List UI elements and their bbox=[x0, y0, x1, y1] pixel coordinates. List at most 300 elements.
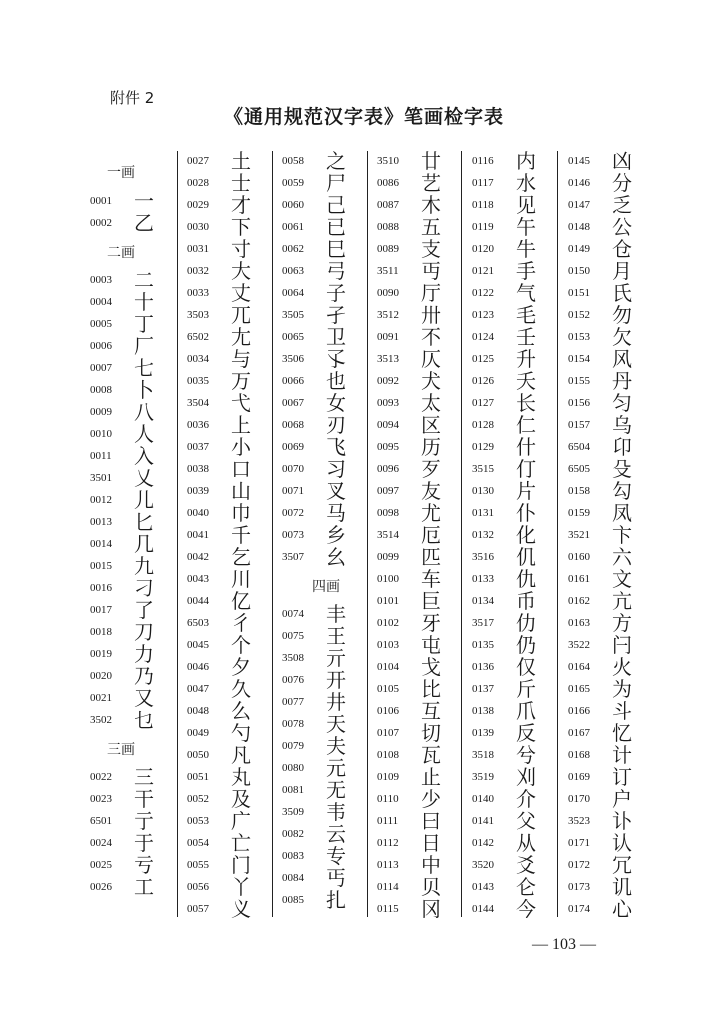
character-code: 0047 bbox=[187, 683, 209, 695]
hanzi-character: 弋 bbox=[231, 391, 251, 415]
character-code: 0154 bbox=[568, 353, 590, 365]
hanzi-character: 冗 bbox=[612, 853, 632, 877]
index-entry bbox=[377, 744, 477, 766]
hanzi-character: 丫 bbox=[231, 875, 251, 899]
index-entry bbox=[568, 326, 668, 348]
index-entry bbox=[377, 348, 477, 370]
hanzi-character: 孑 bbox=[326, 303, 346, 327]
index-entry bbox=[377, 656, 477, 678]
index-entry bbox=[568, 370, 668, 392]
hanzi-character: 也 bbox=[326, 369, 346, 393]
character-code: 0119 bbox=[472, 221, 494, 233]
hanzi-character: 丸 bbox=[231, 765, 251, 789]
character-code: 0095 bbox=[377, 441, 399, 453]
hanzi-character: 互 bbox=[421, 699, 441, 723]
hanzi-character: 刈 bbox=[516, 765, 536, 789]
character-code: 0153 bbox=[568, 331, 590, 343]
index-entry bbox=[90, 467, 190, 489]
hanzi-character: 韦 bbox=[326, 800, 346, 824]
character-code: 0024 bbox=[90, 837, 112, 849]
character-code: 0170 bbox=[568, 793, 590, 805]
hanzi-character: 亢 bbox=[612, 589, 632, 613]
character-code: 3501 bbox=[90, 472, 112, 484]
index-entry bbox=[90, 335, 190, 357]
character-code: 3511 bbox=[377, 265, 399, 277]
character-code: 0038 bbox=[187, 463, 209, 475]
character-code: 0070 bbox=[282, 463, 304, 475]
character-code: 0130 bbox=[472, 485, 494, 497]
character-code: 0163 bbox=[568, 617, 590, 629]
hanzi-character: 匹 bbox=[421, 545, 441, 569]
character-code: 0017 bbox=[90, 604, 112, 616]
hanzi-character: 大 bbox=[231, 259, 251, 283]
character-code: 0113 bbox=[377, 859, 399, 871]
character-code: 0103 bbox=[377, 639, 399, 651]
hanzi-character: 少 bbox=[421, 787, 441, 811]
index-entry bbox=[90, 401, 190, 423]
hanzi-character: 仉 bbox=[516, 545, 536, 569]
index-entry bbox=[568, 788, 668, 810]
hanzi-character: 介 bbox=[516, 787, 536, 811]
character-code: 0125 bbox=[472, 353, 494, 365]
character-code: 0074 bbox=[282, 608, 304, 620]
index-entry bbox=[90, 643, 190, 665]
index-entry bbox=[377, 502, 477, 524]
character-code: 0140 bbox=[472, 793, 494, 805]
index-entry bbox=[568, 744, 668, 766]
character-code: 0172 bbox=[568, 859, 590, 871]
character-code: 0101 bbox=[377, 595, 399, 607]
index-entry bbox=[568, 238, 668, 260]
character-code: 0037 bbox=[187, 441, 209, 453]
hanzi-character: 殳 bbox=[612, 457, 632, 481]
index-entry bbox=[90, 599, 190, 621]
character-code: 0156 bbox=[568, 397, 590, 409]
hanzi-character: 仆 bbox=[516, 501, 536, 525]
character-code: 0144 bbox=[472, 903, 494, 915]
character-code: 0146 bbox=[568, 177, 590, 189]
character-code: 0168 bbox=[568, 749, 590, 761]
hanzi-character: 仅 bbox=[516, 655, 536, 679]
attachment-label: 附件 2 bbox=[110, 89, 155, 107]
column-divider bbox=[177, 151, 178, 917]
character-code: 0134 bbox=[472, 595, 494, 607]
hanzi-character: 曰 bbox=[421, 809, 441, 833]
index-entry bbox=[568, 634, 668, 656]
hanzi-character: 夭 bbox=[516, 369, 536, 393]
hanzi-character: 个 bbox=[231, 633, 251, 657]
hanzi-character: 尢 bbox=[231, 325, 251, 349]
hanzi-character: 刁 bbox=[134, 576, 154, 600]
index-entry bbox=[377, 260, 477, 282]
hanzi-character: 戈 bbox=[421, 655, 441, 679]
character-code: 0031 bbox=[187, 243, 209, 255]
character-code: 0021 bbox=[90, 692, 112, 704]
index-entry bbox=[90, 766, 190, 788]
index-entry bbox=[568, 612, 668, 634]
hanzi-character: 毛 bbox=[516, 303, 536, 327]
hanzi-character: 天 bbox=[326, 712, 346, 736]
character-code: 6505 bbox=[568, 463, 590, 475]
index-entry bbox=[568, 568, 668, 590]
hanzi-character: 分 bbox=[612, 171, 632, 195]
hanzi-character: 犬 bbox=[421, 369, 441, 393]
character-code: 0165 bbox=[568, 683, 590, 695]
hanzi-character: 二 bbox=[134, 268, 154, 292]
hanzi-character: 月 bbox=[612, 259, 632, 283]
character-code: 0032 bbox=[187, 265, 209, 277]
hanzi-character: 厅 bbox=[421, 281, 441, 305]
hanzi-character: 丁 bbox=[134, 312, 154, 336]
character-code: 0118 bbox=[472, 199, 494, 211]
index-entry bbox=[568, 304, 668, 326]
hanzi-character: 与 bbox=[231, 347, 251, 371]
hanzi-character: 又 bbox=[134, 686, 154, 710]
index-entry bbox=[377, 414, 477, 436]
hanzi-character: 切 bbox=[421, 721, 441, 745]
index-entry bbox=[568, 502, 668, 524]
index-entry bbox=[90, 423, 190, 445]
hanzi-character: 斗 bbox=[612, 699, 632, 723]
character-code: 0079 bbox=[282, 740, 304, 752]
index-entry bbox=[377, 480, 477, 502]
index-entry bbox=[377, 436, 477, 458]
index-entry bbox=[90, 555, 190, 577]
character-code: 0076 bbox=[282, 674, 304, 686]
index-entry bbox=[90, 810, 190, 832]
index-entry bbox=[377, 150, 477, 172]
hanzi-character: 勿 bbox=[612, 303, 632, 327]
hanzi-character: 讥 bbox=[612, 875, 632, 899]
character-code: 0053 bbox=[187, 815, 209, 827]
index-entry bbox=[377, 546, 477, 568]
character-code: 3503 bbox=[187, 309, 209, 321]
index-entry bbox=[90, 788, 190, 810]
hanzi-character: 气 bbox=[516, 281, 536, 305]
hanzi-character: 壬 bbox=[516, 325, 536, 349]
character-code: 0030 bbox=[187, 221, 209, 233]
character-code: 0040 bbox=[187, 507, 209, 519]
index-entry bbox=[377, 568, 477, 590]
index-entry bbox=[377, 700, 477, 722]
page-number: — 103 — bbox=[532, 936, 596, 953]
character-code: 0060 bbox=[282, 199, 304, 211]
hanzi-character: 士 bbox=[231, 171, 251, 195]
character-code: 0115 bbox=[377, 903, 399, 915]
character-code: 3514 bbox=[377, 529, 399, 541]
hanzi-character: 井 bbox=[326, 690, 346, 714]
index-entry bbox=[568, 524, 668, 546]
character-code: 0025 bbox=[90, 859, 112, 871]
hanzi-character: 及 bbox=[231, 787, 251, 811]
index-entry bbox=[377, 766, 477, 788]
index-entry bbox=[568, 656, 668, 678]
character-code: 0075 bbox=[282, 630, 304, 642]
character-code: 0057 bbox=[187, 903, 209, 915]
hanzi-character: 户 bbox=[612, 787, 632, 811]
hanzi-character: 今 bbox=[516, 897, 536, 921]
character-code: 0064 bbox=[282, 287, 304, 299]
index-entry bbox=[377, 524, 477, 546]
character-code: 3506 bbox=[282, 353, 304, 365]
character-code: 0141 bbox=[472, 815, 494, 827]
hanzi-character: 儿 bbox=[134, 488, 154, 512]
character-code: 0023 bbox=[90, 793, 112, 805]
character-code: 0028 bbox=[187, 177, 209, 189]
index-entry bbox=[568, 172, 668, 194]
hanzi-character: 木 bbox=[421, 193, 441, 217]
hanzi-character: 夫 bbox=[326, 734, 346, 758]
character-code: 0008 bbox=[90, 384, 112, 396]
index-entry bbox=[568, 414, 668, 436]
column-divider bbox=[272, 151, 273, 917]
hanzi-character: 门 bbox=[231, 853, 251, 877]
hanzi-character: 上 bbox=[231, 413, 251, 437]
character-code: 0054 bbox=[187, 837, 209, 849]
character-code: 0167 bbox=[568, 727, 590, 739]
character-code: 0087 bbox=[377, 199, 399, 211]
hanzi-character: 亓 bbox=[326, 646, 346, 670]
character-code: 0120 bbox=[472, 243, 494, 255]
hanzi-character: 冈 bbox=[421, 897, 441, 921]
index-entry bbox=[568, 722, 668, 744]
hanzi-character: 支 bbox=[421, 237, 441, 261]
hanzi-character: 力 bbox=[134, 642, 154, 666]
character-code: 0094 bbox=[377, 419, 399, 431]
hanzi-character: 匕 bbox=[134, 510, 154, 534]
index-entry bbox=[377, 392, 477, 414]
character-code: 0157 bbox=[568, 419, 590, 431]
hanzi-character: 乞 bbox=[231, 545, 251, 569]
index-entry bbox=[377, 722, 477, 744]
character-code: 0009 bbox=[90, 406, 112, 418]
character-code: 0078 bbox=[282, 718, 304, 730]
hanzi-character: 欠 bbox=[612, 325, 632, 349]
hanzi-character: 乏 bbox=[612, 193, 632, 217]
hanzi-character: 为 bbox=[612, 677, 632, 701]
hanzi-character: 久 bbox=[231, 677, 251, 701]
character-code: 0121 bbox=[472, 265, 494, 277]
index-entry bbox=[377, 590, 477, 612]
character-code: 0093 bbox=[377, 397, 399, 409]
hanzi-character: 王 bbox=[326, 624, 346, 648]
character-code: 0109 bbox=[377, 771, 399, 783]
character-code: 0138 bbox=[472, 705, 494, 717]
character-code: 0043 bbox=[187, 573, 209, 585]
hanzi-character: 弓 bbox=[326, 259, 346, 283]
index-entry bbox=[377, 304, 477, 326]
hanzi-character: 么 bbox=[231, 699, 251, 723]
hanzi-character: 化 bbox=[516, 523, 536, 547]
character-code: 0013 bbox=[90, 516, 112, 528]
character-code: 0034 bbox=[187, 353, 209, 365]
character-code: 0061 bbox=[282, 221, 304, 233]
hanzi-character: 友 bbox=[421, 479, 441, 503]
hanzi-character: 马 bbox=[326, 501, 346, 525]
character-code: 0164 bbox=[568, 661, 590, 673]
index-entry bbox=[90, 577, 190, 599]
hanzi-character: 七 bbox=[134, 356, 154, 380]
hanzi-character: 歹 bbox=[421, 457, 441, 481]
hanzi-character: 仍 bbox=[516, 633, 536, 657]
hanzi-character: 计 bbox=[612, 743, 632, 767]
hanzi-character: 区 bbox=[421, 413, 441, 437]
index-entry bbox=[377, 612, 477, 634]
hanzi-character: 己 bbox=[326, 193, 346, 217]
character-code: 0048 bbox=[187, 705, 209, 717]
hanzi-character: 小 bbox=[231, 435, 251, 459]
index-entry bbox=[90, 357, 190, 379]
character-code: 0004 bbox=[90, 296, 112, 308]
index-entry bbox=[377, 172, 477, 194]
hanzi-character: 寸 bbox=[231, 237, 251, 261]
index-entry bbox=[568, 194, 668, 216]
index-entry bbox=[568, 458, 668, 480]
hanzi-character: 忆 bbox=[612, 721, 632, 745]
character-code: 0019 bbox=[90, 648, 112, 660]
hanzi-character: 之 bbox=[326, 149, 346, 173]
hanzi-character: 闩 bbox=[612, 633, 632, 657]
hanzi-character: 币 bbox=[516, 589, 536, 613]
character-code: 0105 bbox=[377, 683, 399, 695]
hanzi-character: 风 bbox=[612, 347, 632, 371]
hanzi-character: 屯 bbox=[421, 633, 441, 657]
index-entry bbox=[377, 876, 477, 898]
character-code: 0151 bbox=[568, 287, 590, 299]
hanzi-character: 厄 bbox=[421, 523, 441, 547]
character-code: 0096 bbox=[377, 463, 399, 475]
character-code: 0067 bbox=[282, 397, 304, 409]
character-code: 0097 bbox=[377, 485, 399, 497]
hanzi-character: 公 bbox=[612, 215, 632, 239]
index-entry bbox=[568, 854, 668, 876]
hanzi-character: 仃 bbox=[516, 457, 536, 481]
character-code: 6503 bbox=[187, 617, 209, 629]
index-entry bbox=[377, 810, 477, 832]
hanzi-character: 艺 bbox=[421, 171, 441, 195]
hanzi-character: 文 bbox=[612, 567, 632, 591]
index-entry bbox=[568, 392, 668, 414]
character-code: 0084 bbox=[282, 872, 304, 884]
hanzi-character: 幺 bbox=[326, 545, 346, 569]
hanzi-character: 卜 bbox=[134, 378, 154, 402]
character-code: 0161 bbox=[568, 573, 590, 585]
hanzi-character: 乌 bbox=[612, 413, 632, 437]
hanzi-character: 氏 bbox=[612, 281, 632, 305]
hanzi-character: 匀 bbox=[612, 391, 632, 415]
index-entry bbox=[377, 194, 477, 216]
character-code: 3502 bbox=[90, 714, 112, 726]
hanzi-character: 干 bbox=[134, 787, 154, 811]
hanzi-character: 仄 bbox=[421, 347, 441, 371]
character-code: 0022 bbox=[90, 771, 112, 783]
character-code: 3523 bbox=[568, 815, 590, 827]
index-entry bbox=[568, 876, 668, 898]
character-code: 0069 bbox=[282, 441, 304, 453]
index-entry bbox=[90, 212, 190, 234]
index-entry bbox=[568, 832, 668, 854]
hanzi-character: 片 bbox=[516, 479, 536, 503]
hanzi-character: 已 bbox=[326, 215, 346, 239]
index-entry bbox=[90, 511, 190, 533]
hanzi-character: 午 bbox=[516, 215, 536, 239]
character-code: 0086 bbox=[377, 177, 399, 189]
character-code: 0098 bbox=[377, 507, 399, 519]
character-code: 0166 bbox=[568, 705, 590, 717]
index-entry bbox=[377, 326, 477, 348]
character-code: 0001 bbox=[90, 195, 112, 207]
character-code: 0123 bbox=[472, 309, 494, 321]
hanzi-character: 爻 bbox=[516, 853, 536, 877]
hanzi-character: 仁 bbox=[516, 413, 536, 437]
hanzi-character: 下 bbox=[231, 215, 251, 239]
character-code: 0080 bbox=[282, 762, 304, 774]
hanzi-character: 贝 bbox=[421, 875, 441, 899]
stroke-count-heading: 二画 bbox=[107, 245, 135, 261]
character-code: 0056 bbox=[187, 881, 209, 893]
character-code: 0127 bbox=[472, 397, 494, 409]
index-entry bbox=[568, 436, 668, 458]
character-code: 3518 bbox=[472, 749, 494, 761]
character-code: 0027 bbox=[187, 155, 209, 167]
hanzi-character: 心 bbox=[612, 897, 632, 921]
hanzi-character: 了 bbox=[134, 598, 154, 622]
character-code: 0100 bbox=[377, 573, 399, 585]
index-entry bbox=[377, 832, 477, 854]
character-code: 0063 bbox=[282, 265, 304, 277]
hanzi-character: 仑 bbox=[516, 875, 536, 899]
index-entry bbox=[90, 291, 190, 313]
character-code: 0107 bbox=[377, 727, 399, 739]
hanzi-character: 升 bbox=[516, 347, 536, 371]
index-entry bbox=[568, 260, 668, 282]
hanzi-character: 手 bbox=[516, 259, 536, 283]
character-code: 3516 bbox=[472, 551, 494, 563]
character-code: 0018 bbox=[90, 626, 112, 638]
hanzi-character: 兮 bbox=[516, 743, 536, 767]
character-code: 0106 bbox=[377, 705, 399, 717]
hanzi-character: 乜 bbox=[134, 708, 154, 732]
hanzi-character: 子 bbox=[326, 281, 346, 305]
character-code: 0148 bbox=[568, 221, 590, 233]
index-entry bbox=[568, 216, 668, 238]
index-entry bbox=[90, 687, 190, 709]
hanzi-character: 火 bbox=[612, 655, 632, 679]
character-code: 0002 bbox=[90, 217, 112, 229]
hanzi-character: 斤 bbox=[516, 677, 536, 701]
character-code: 0135 bbox=[472, 639, 494, 651]
character-code: 0035 bbox=[187, 375, 209, 387]
hanzi-character: 川 bbox=[231, 567, 251, 591]
character-code: 3512 bbox=[377, 309, 399, 321]
character-code: 0046 bbox=[187, 661, 209, 673]
hanzi-character: 几 bbox=[134, 532, 154, 556]
character-code: 0066 bbox=[282, 375, 304, 387]
character-code: 0052 bbox=[187, 793, 209, 805]
character-code: 0083 bbox=[282, 850, 304, 862]
character-code: 0073 bbox=[282, 529, 304, 541]
hanzi-character: 仓 bbox=[612, 237, 632, 261]
character-code: 6502 bbox=[187, 331, 209, 343]
index-entry bbox=[568, 480, 668, 502]
index-entry bbox=[90, 621, 190, 643]
hanzi-character: 一 bbox=[134, 189, 154, 213]
character-code: 6504 bbox=[568, 441, 590, 453]
character-code: 0137 bbox=[472, 683, 494, 695]
index-entry bbox=[377, 678, 477, 700]
hanzi-character: 刀 bbox=[134, 620, 154, 644]
index-entry bbox=[90, 489, 190, 511]
